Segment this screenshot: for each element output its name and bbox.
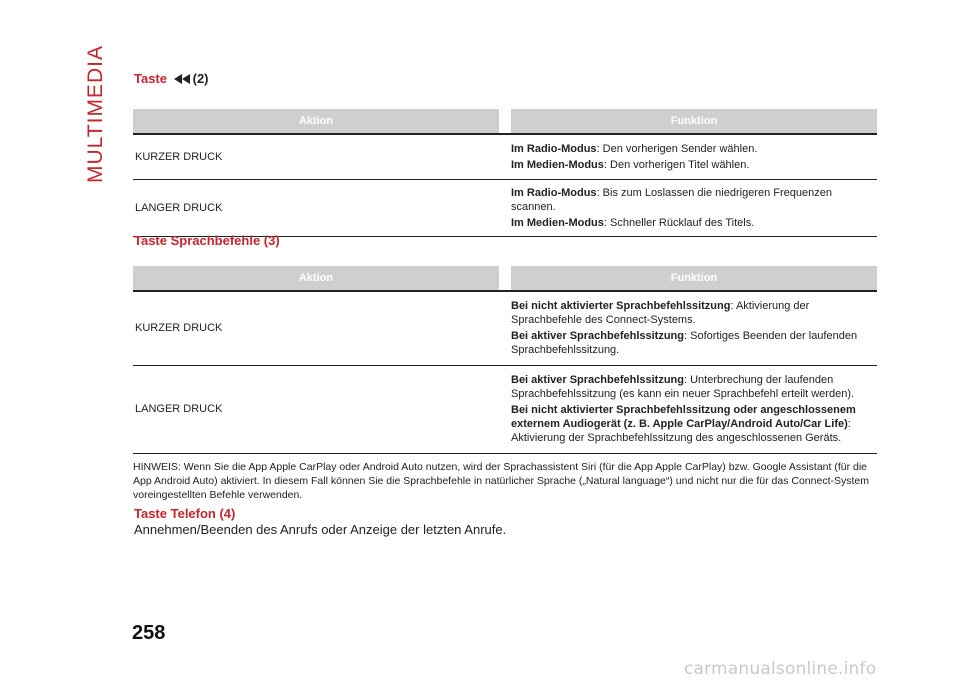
function-entry: Bei nicht aktivierter Sprachbefehlssitzung oder angeschlossenem externem Audiogerät (z. B. Apple CarPlay/Android Auto/Car Life): Aktivierung der Sprachbefehlssitzung des angeschlossenen Geräts. xyxy=(511,404,856,444)
action-cell: LANGER DRUCK xyxy=(133,365,499,453)
function-cell xyxy=(511,134,877,179)
action-cell: LANGER DRUCK xyxy=(133,179,499,236)
heading-prev-button: Taste (2) xyxy=(134,71,209,86)
note-paragraph: HINWEIS: Wenn Sie die App Apple CarPlay oder Android Auto nutzen, wird der Sprachassistent Siri (für die App Apple CarPlay) bzw. Google Assistant (für die App Android Auto) aktiviert. In diesem Fall können Sie die Sprachbefehle in natürlicher Sprache („Natural language“) und nicht nur die für das Connect-System voreingestellten Befehle verwenden. xyxy=(133,461,869,501)
heading-voice-button: Taste Sprachbefehle (3) xyxy=(134,233,280,248)
action-cell: KURZER DRUCK xyxy=(133,291,499,365)
column-header-function: Funktion xyxy=(511,109,877,134)
function-entry: Im Radio-Modus: Bis zum Loslassen die niedrigeren Frequenzen scannen. xyxy=(511,186,832,213)
column-header-action: Aktion xyxy=(133,266,499,291)
phone-description: Annehmen/Beenden des Anrufs oder Anzeige der letzten Anrufe. xyxy=(134,522,507,537)
action-cell: KURZER DRUCK xyxy=(133,134,499,179)
heading-phone-button: Taste Telefon (4) xyxy=(134,506,236,521)
function-entry: Im Radio-Modus: Den vorherigen Sender wählen. xyxy=(511,142,758,155)
table-row xyxy=(133,365,877,453)
function-entry: Im Medien-Modus: Den vorherigen Titel wählen. xyxy=(511,158,750,171)
function-cell xyxy=(511,291,877,365)
column-header-action: Aktion xyxy=(133,109,499,134)
function-entry: Im Medien-Modus: Schneller Rücklauf des Titels. xyxy=(511,216,755,229)
function-entry: Bei aktiver Sprachbefehlssitzung: Sofortiges Beenden der laufenden Sprachbefehlssitzung. xyxy=(511,330,858,357)
function-entry: Bei aktiver Sprachbefehlssitzung: Unterbrechung der laufenden Sprachbefehlssitzung (es kann ein neuer Sprachbefehl erteilt werden). xyxy=(511,374,855,400)
section-label: MULTIMEDIA xyxy=(84,45,107,183)
table-row xyxy=(133,291,877,365)
page-number: 258 xyxy=(132,622,166,644)
function-cell xyxy=(511,365,877,453)
table-row xyxy=(133,134,877,179)
function-cell xyxy=(511,179,877,236)
table-voice-button xyxy=(133,266,877,454)
watermark: carmanualsonline.info xyxy=(684,659,877,679)
table-row xyxy=(133,179,877,236)
rewind-icon xyxy=(173,72,191,87)
table-prev-button xyxy=(133,109,877,237)
column-header-function: Funktion xyxy=(511,266,877,291)
function-entry: Bei nicht aktivierter Sprachbefehlssitzung: Aktivierung der Sprachbefehle des Connect-Systems. xyxy=(511,300,810,327)
